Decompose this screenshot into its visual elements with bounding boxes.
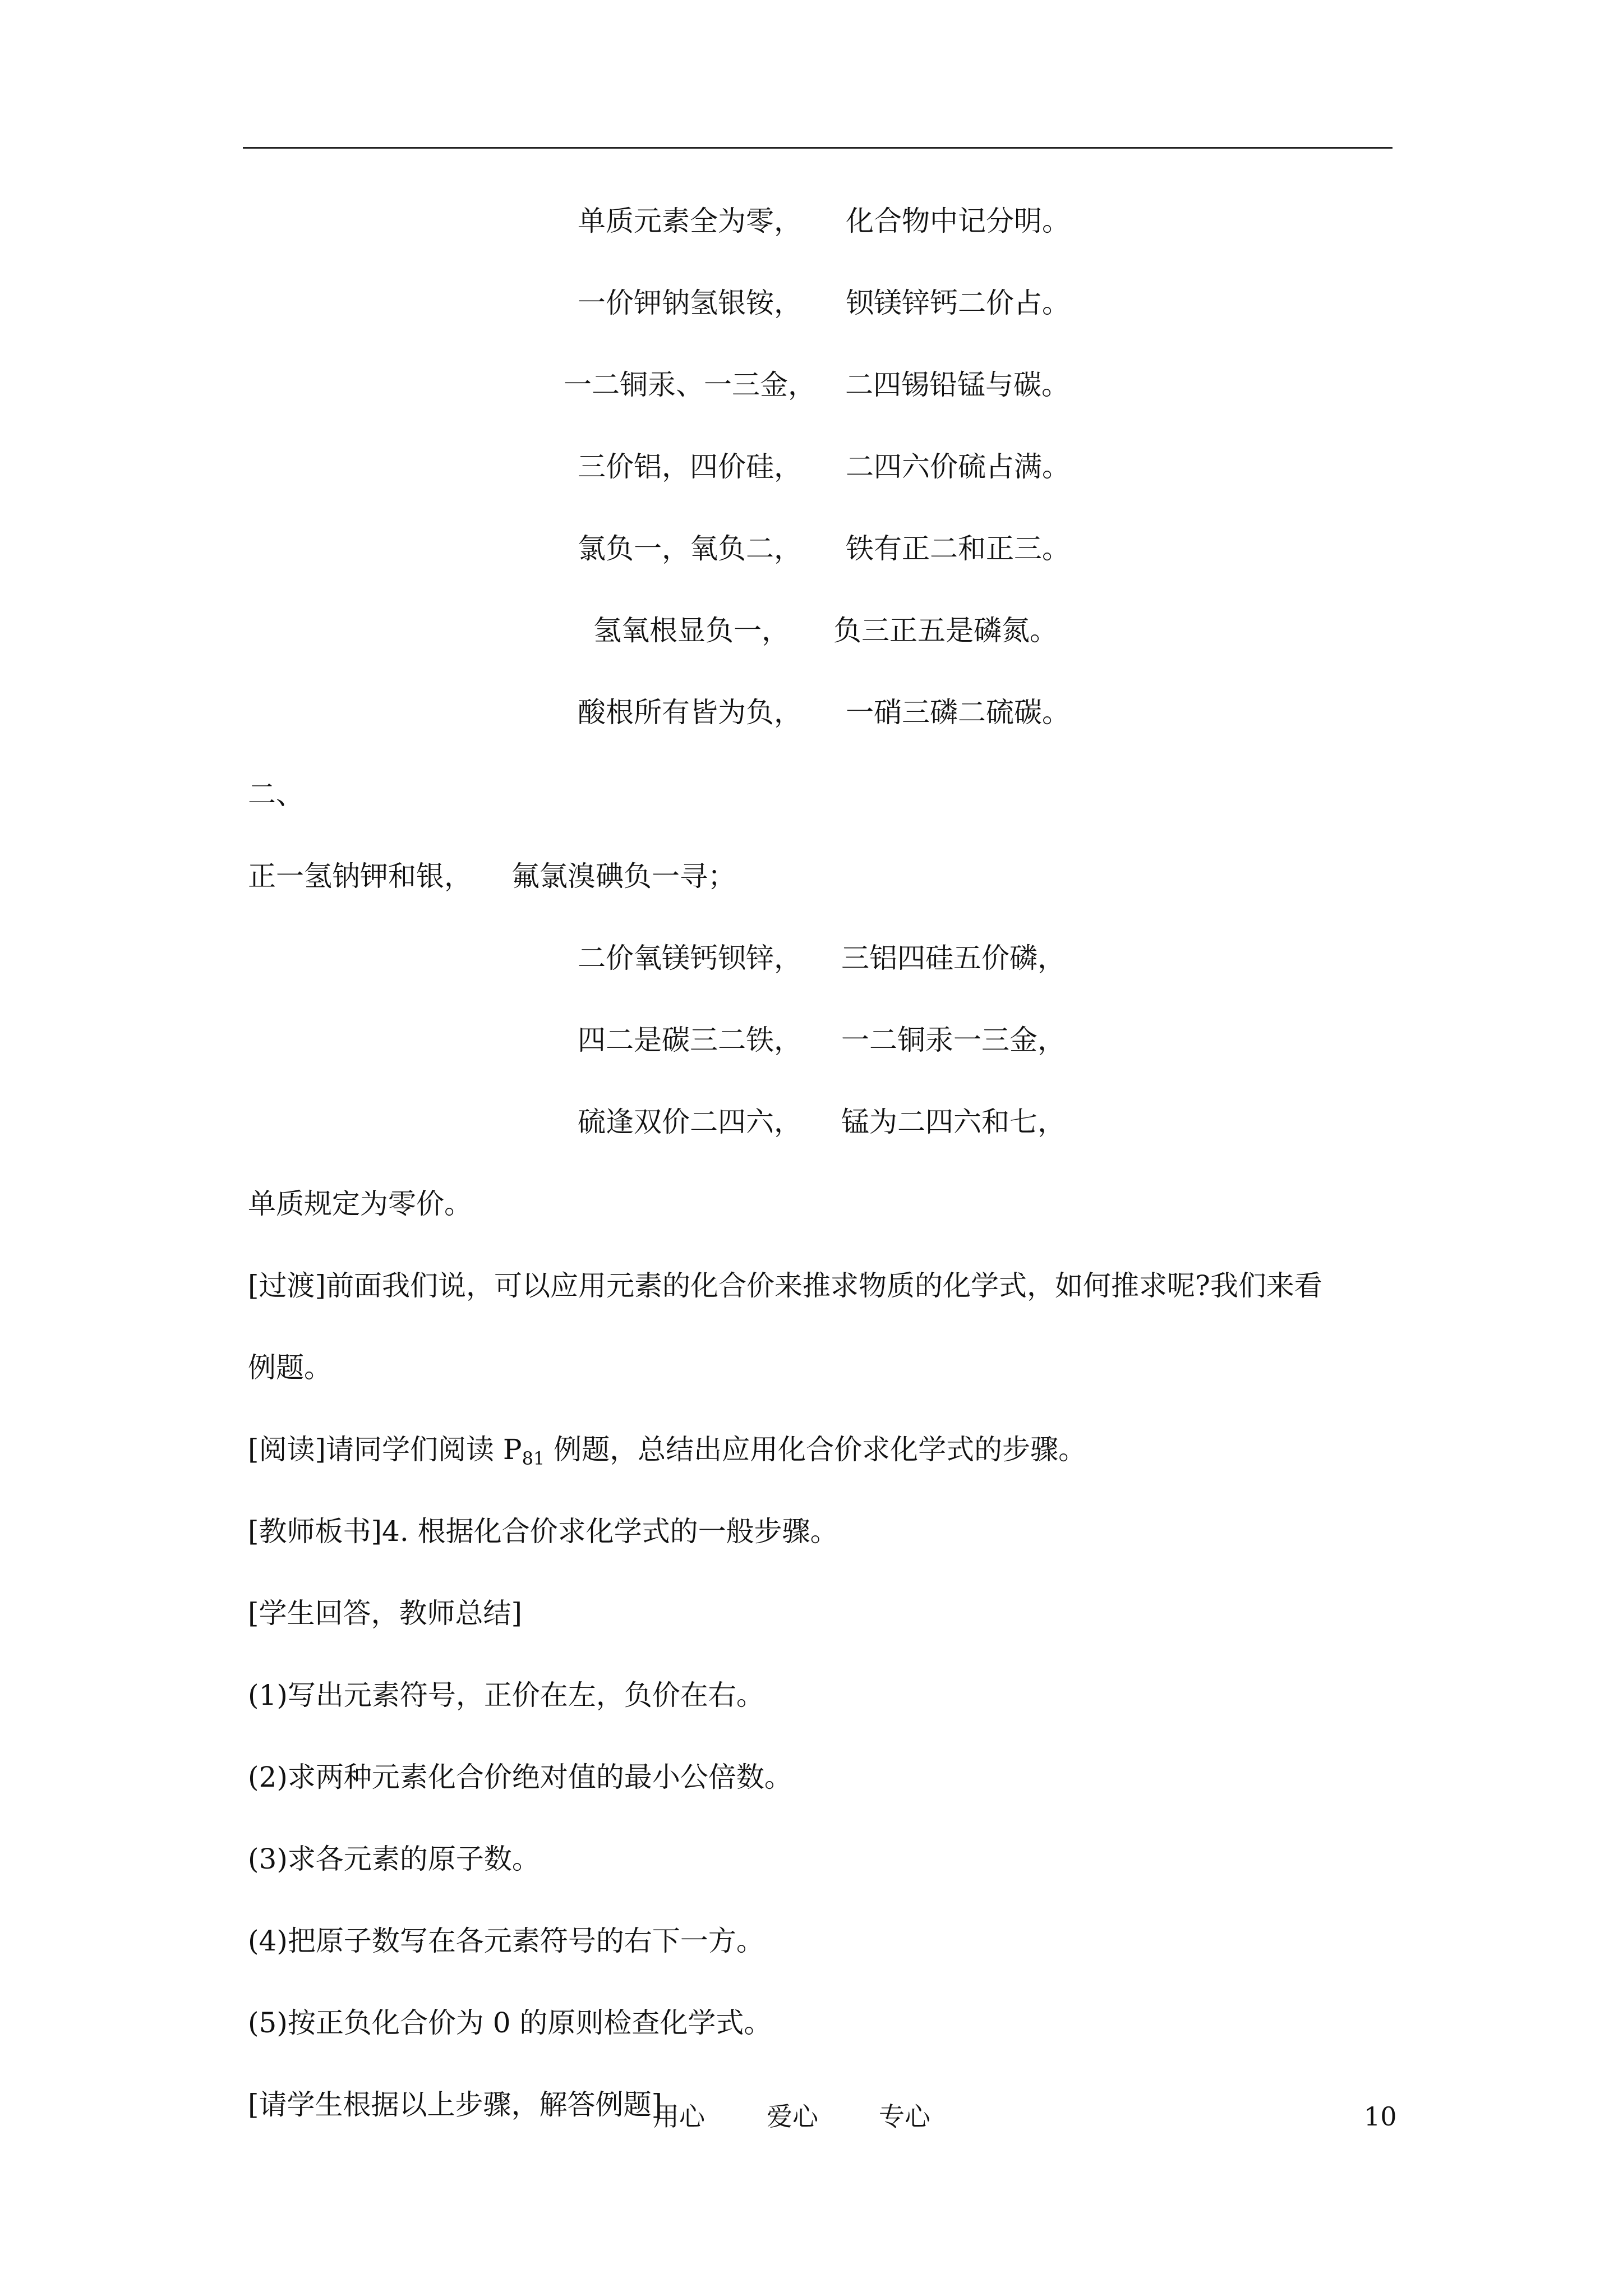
poem-verse-second-half: 二四锡铅锰与碳。 bbox=[845, 369, 1069, 401]
section-heading: 二、 bbox=[248, 778, 304, 811]
board-note: [教师板书]4. 根据化合价求化学式的一般步骤。 bbox=[248, 1515, 838, 1548]
poem-verse-second-half: 锰为二四六和七， bbox=[841, 1106, 1066, 1138]
poem-one-line bbox=[578, 696, 1070, 729]
poem-two-line bbox=[578, 941, 1066, 975]
poem-two-line bbox=[578, 1105, 1066, 1139]
footer-word: 专心 bbox=[879, 2101, 930, 2132]
poem-verse-first-half: 硫逢双价二四六， bbox=[578, 1106, 802, 1138]
poem-verse-first-half: 一二铜汞、一三金， bbox=[564, 369, 816, 401]
poem-verse-first-half: 单质元素全为零， bbox=[578, 205, 802, 237]
poem-two-last-line: 单质规定为零价。 bbox=[248, 1188, 472, 1220]
footer-word: 爱心 bbox=[767, 2101, 818, 2132]
transition-paragraph-line: 例题。 bbox=[248, 1351, 332, 1384]
header-rule bbox=[243, 147, 1393, 149]
transition-paragraph-line: [过渡]前面我们说，可以应用元素的化合价来推求物质的化学式，如何推求呢?我们来看 bbox=[248, 1269, 1322, 1302]
poem-verse-first-half: 四二是碳三二铁， bbox=[578, 1024, 802, 1056]
poem-two-line bbox=[578, 1023, 1066, 1057]
poem-one-line bbox=[593, 614, 1058, 647]
poem-verse-first-half: 氢氧根显负一， bbox=[593, 614, 790, 647]
poem-verse-second-half: 一硝三磷二硫碳。 bbox=[846, 696, 1070, 729]
poem-verse-second-half: 负三正五是磷氮。 bbox=[833, 614, 1058, 647]
poem-one-line bbox=[578, 286, 1070, 320]
poem-one-line bbox=[564, 368, 1069, 402]
poem-verse-second-half: 一二铜汞一三金， bbox=[841, 1024, 1066, 1056]
poem-verse-second-half: 二四六价硫占满。 bbox=[846, 450, 1070, 483]
poem-verse-first-half: 一价钾钠氢银铵， bbox=[578, 287, 802, 319]
poem-verse-second-half: 铁有正二和正三。 bbox=[846, 532, 1070, 565]
footer-word: 用心 bbox=[653, 2101, 705, 2132]
poem-verse-first-half: 二价氧镁钙钡锌， bbox=[578, 942, 802, 974]
student-answer-note: [学生回答，教师总结] bbox=[248, 1597, 523, 1630]
step-item: (1)写出元素符号，正价在左，负价在右。 bbox=[248, 1679, 764, 1711]
reading-instruction bbox=[248, 1433, 1086, 1475]
page-number: 10 bbox=[1364, 2101, 1397, 2132]
poem-two-first-line bbox=[248, 859, 736, 893]
step-item: (4)把原子数写在各元素符号的右下一方。 bbox=[248, 1925, 764, 1957]
poem-verse-second-half: 化合物中记分明。 bbox=[846, 205, 1070, 237]
poem-one-line bbox=[578, 204, 1070, 238]
poem-verse-first-half: 正一氢钠钾和银， bbox=[248, 860, 472, 892]
poem-one-line bbox=[578, 532, 1070, 565]
poem-one-line bbox=[578, 450, 1070, 484]
poem-verse-second-half: 氟氯溴碘负一寻； bbox=[511, 860, 736, 892]
step-item: (3)求各元素的原子数。 bbox=[248, 1843, 540, 1875]
page-subscript: 81 bbox=[522, 1448, 545, 1469]
step-item: (2)求两种元素化合价绝对值的最小公倍数。 bbox=[248, 1761, 792, 1793]
poem-verse-first-half: 酸根所有皆为负， bbox=[578, 696, 802, 729]
poem-verse-first-half: 氯负一，氧负二， bbox=[578, 532, 802, 565]
reading-text-after: 例题，总结出应用化合价求化学式的步骤。 bbox=[545, 1433, 1087, 1466]
poem-verse-first-half: 三价铝，四价硅， bbox=[578, 450, 802, 483]
step-item: (5)按正负化合价为 0 的原则检查化学式。 bbox=[248, 2007, 772, 2039]
reading-text-before: [阅读]请同学们阅读 P bbox=[248, 1433, 522, 1466]
poem-verse-second-half: 钡镁锌钙二价占。 bbox=[846, 287, 1070, 319]
poem-verse-second-half: 三铝四硅五价磷， bbox=[841, 942, 1066, 974]
request-note: [请学生根据以上步骤，解答例题] bbox=[248, 2088, 663, 2121]
